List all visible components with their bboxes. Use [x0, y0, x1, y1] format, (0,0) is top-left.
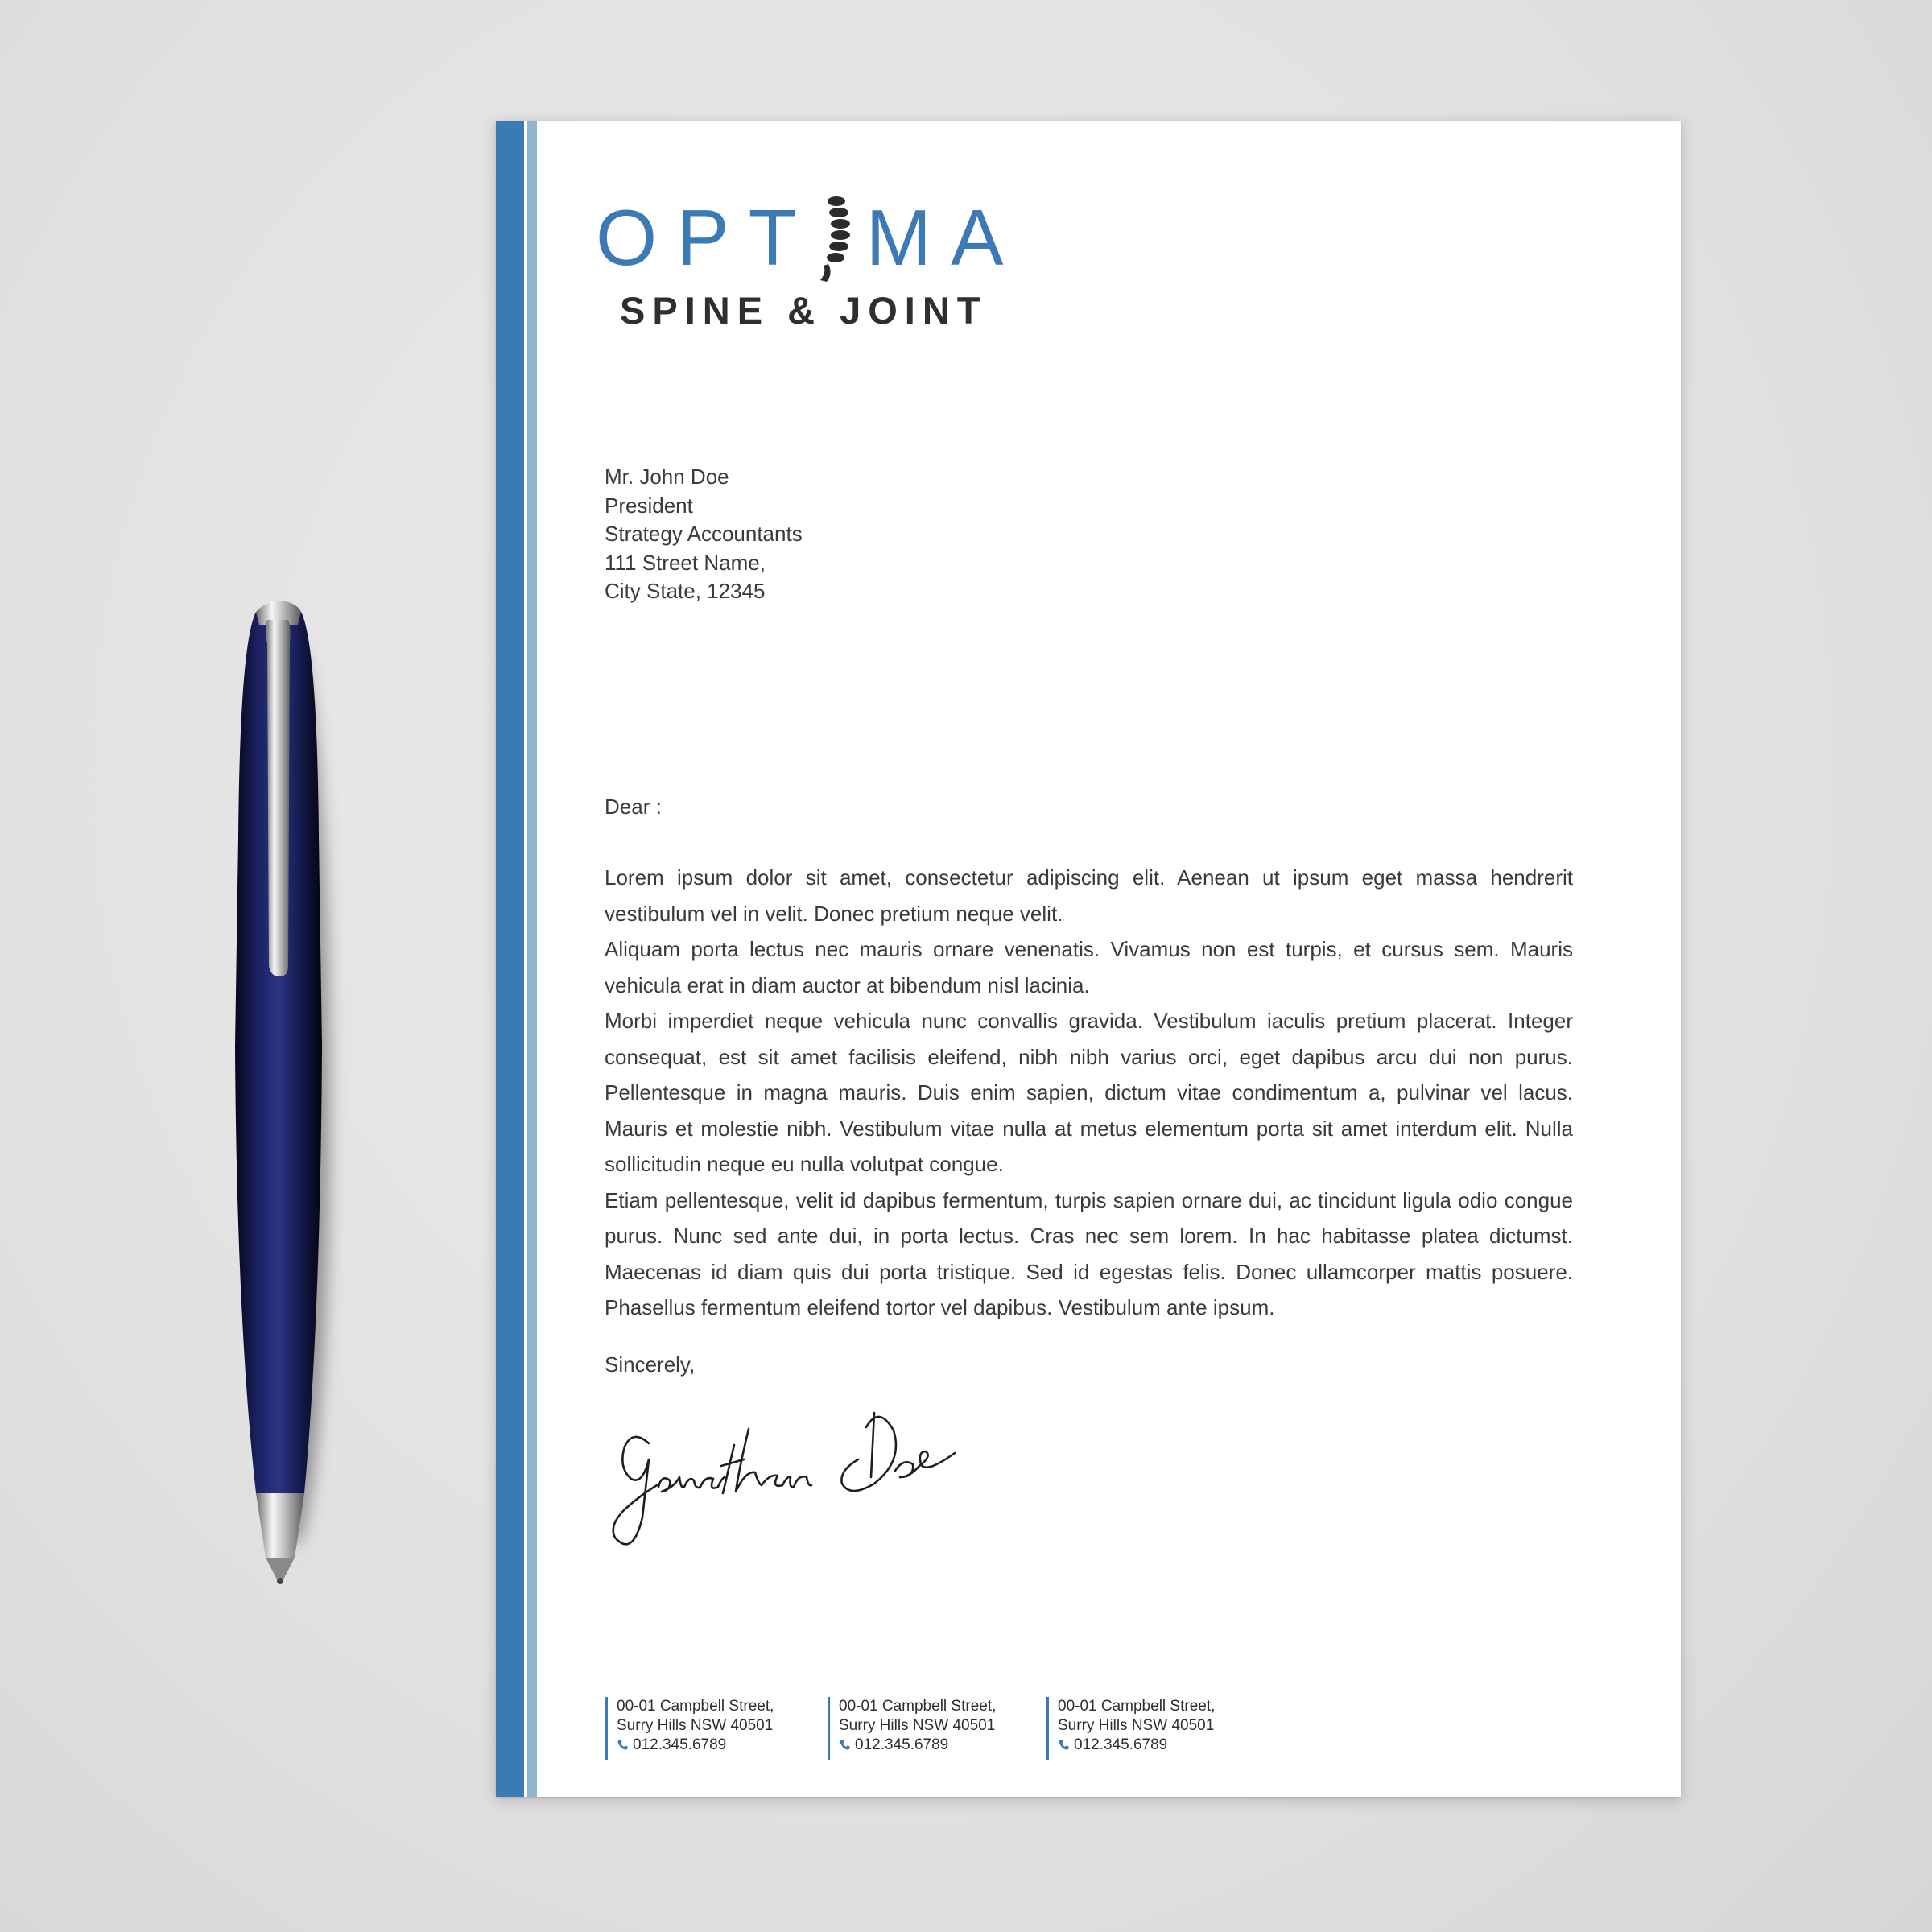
footer-contact-2	[828, 1697, 996, 1760]
contact-address-line1: 00-01 Campbell Street,	[839, 1698, 997, 1715]
recipient-city: City State, 12345	[605, 579, 766, 603]
phone-icon	[839, 1739, 851, 1751]
letterhead-page	[496, 121, 1681, 1797]
contact-phone[interactable]: 012.345.6789	[633, 1736, 727, 1753]
body-paragraph: Morbi imperdiet neque vehicula nunc convallis gravida. Vestibulum iaculis pretium placerat. Integer consequat, est sit amet facilisis eleifend, nibh nibh varius orci, eget dapibus arcu dui non purus. Pellentesque in magna mauris. Duis enim sapien, dictum vitae condimentum a, pulvinar vel lacus. Mauris et molestie nibh. Vestibulum vitae nulla at metus elementum porta sit amet interdum elit. Nulla sollicitudin neque eu nulla volutpat congue.	[605, 1009, 1573, 1176]
accent-bar-dark	[496, 121, 524, 1797]
contact-address-line2: Surry Hills NSW 40501	[1058, 1717, 1215, 1734]
contact-phone[interactable]: 012.345.6789	[1074, 1736, 1168, 1753]
logo-brand-left: OPT	[596, 193, 816, 282]
recipient-title: President	[605, 493, 693, 518]
body-paragraph: Etiam pellentesque, velit id dapibus fermentum, turpis sapien ornare dui, ac tincidunt ligula odio congue purus. Nunc sed ante dui, in porta lectus. Cras nec sem lorem. In hac habitasse platea dictumst. Maecenas id diam quis dui porta tristique. Sed id egestas felis. Donec ullamcorper mattis posuere. Phasellus fermentum eleifend tortor vel dapibus. Vestibulum ante ipsum.	[605, 1187, 1573, 1319]
body-paragraph: Lorem ipsum dolor sit amet, consectetur adipiscing elit. Aenean ut ipsum eget massa hendrerit vestibulum vel in velit. Donec pretium neque velit.	[605, 865, 1573, 926]
contact-address-line1: 00-01 Campbell Street,	[617, 1698, 774, 1715]
company-logo	[596, 193, 1023, 354]
pen-illustration	[217, 596, 346, 1586]
recipient-name: Mr. John Doe	[605, 464, 729, 489]
accent-bar-light	[527, 121, 537, 1797]
contact-address-line1: 00-01 Campbell Street,	[1058, 1698, 1216, 1715]
spine-icon	[815, 193, 854, 282]
recipient-address	[605, 463, 803, 606]
greeting: Dear :	[605, 795, 662, 819]
closing: Sincerely,	[605, 1352, 696, 1377]
footer-contact-1	[605, 1697, 774, 1760]
body-paragraph: Aliquam porta lectus nec mauris ornare venenatis. Vivamus non est turpis, et cursus sem. Mauris vehicula erat in diam auctor at bibendum nisl lacinia.	[605, 937, 1573, 997]
footer-contact-3	[1046, 1697, 1215, 1760]
logo-tagline: SPINE & JOINT	[620, 289, 988, 332]
signature	[601, 1397, 1019, 1558]
logo-brand-right: MA	[865, 193, 1023, 282]
recipient-street: 111 Street Name,	[605, 550, 766, 575]
contact-address-line2: Surry Hills NSW 40501	[839, 1717, 996, 1734]
phone-icon	[617, 1739, 629, 1751]
contact-address-line2: Surry Hills NSW 40501	[617, 1717, 774, 1734]
phone-icon	[1058, 1739, 1070, 1751]
letter-body	[605, 860, 1573, 1326]
recipient-company: Strategy Accountants	[605, 522, 803, 546]
contact-phone[interactable]: 012.345.6789	[855, 1736, 949, 1753]
